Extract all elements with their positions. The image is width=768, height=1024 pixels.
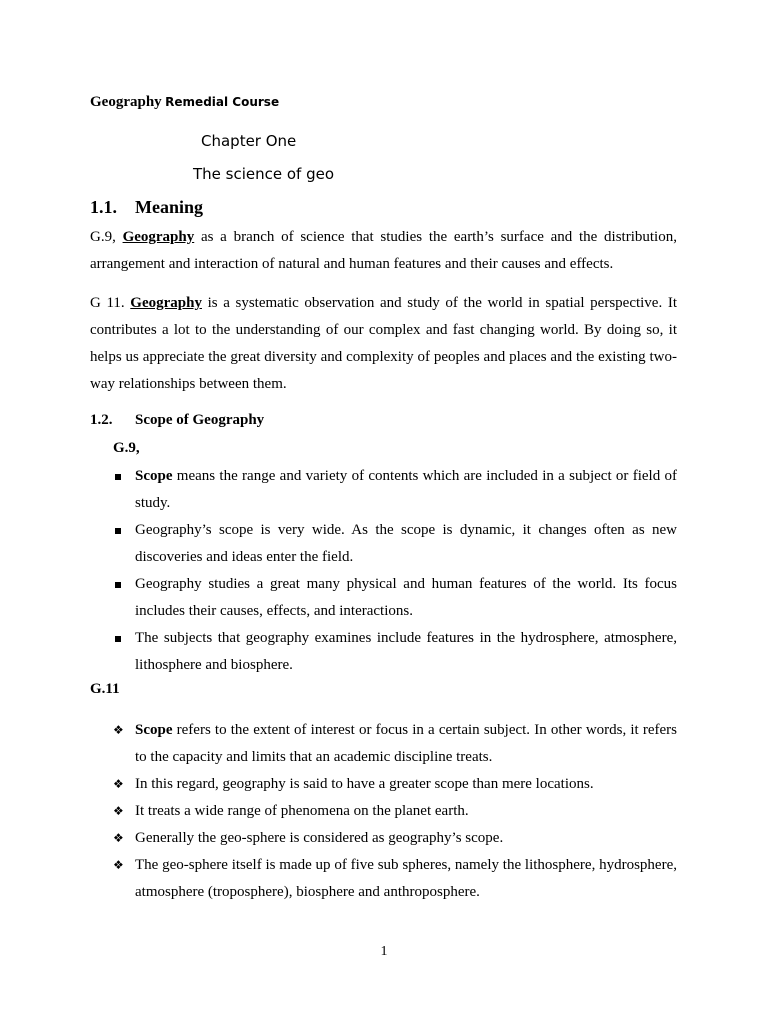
diamond-bullet-icon: ❖ xyxy=(113,831,124,845)
list-item-bold: Scope xyxy=(135,722,173,738)
list-item xyxy=(113,463,677,517)
paragraph-text: is a systematic observation and study of the world in spatial perspective. It contributes a lot to the understanding of our complex and fast changing world. By doing so, it helps us appreciate the great diversity and complexity of peoples and places and the existing two-way relationships between them. xyxy=(90,295,677,392)
diamond-bullet-icon: ❖ xyxy=(113,858,124,872)
section-heading-scope xyxy=(90,412,264,429)
course-name: Remedial Course xyxy=(165,95,280,109)
subject-name: Geography xyxy=(90,94,162,110)
list-item xyxy=(113,771,677,798)
list-item xyxy=(113,571,677,625)
chapter-title: The science of geo xyxy=(193,165,335,183)
paragraph-prefix: G 11. xyxy=(90,295,131,311)
paragraph-g9-definition xyxy=(90,224,677,278)
page-number: 1 xyxy=(380,944,388,959)
grade-label-g11: G.11 xyxy=(90,681,120,697)
list-item xyxy=(113,852,677,906)
paragraph-term: Geography xyxy=(122,229,195,245)
section-title: Scope of Geography xyxy=(135,412,265,428)
list-item xyxy=(113,825,677,852)
list-item xyxy=(113,717,677,771)
paragraph-text: as a branch of science that studies the earth’s surface and the distribution, arrangement and interaction of natural and human features and their causes and effects. xyxy=(90,229,677,272)
list-item-text: Geography studies a great many physical and human features of the world. Its focus includes their causes, effects, and interactions. xyxy=(135,576,677,619)
list-item-text: refers to the extent of interest or focus in a certain subject. In other words, it refers to the capacity and limits that an academic discipline treats. xyxy=(135,722,677,765)
list-item xyxy=(113,798,677,825)
list-item xyxy=(113,625,677,679)
list-item-text: The subjects that geography examines include features in the hydrosphere, atmosphere, lithosphere and biosphere. xyxy=(135,630,677,673)
section-number: 1.1. xyxy=(90,197,117,217)
paragraph-prefix: G.9, xyxy=(90,229,123,245)
list-item-bold: Scope xyxy=(135,468,173,484)
list-item xyxy=(113,517,677,571)
chapter-number: Chapter One xyxy=(201,132,297,150)
section-title: Meaning xyxy=(135,197,204,217)
square-bullet-icon xyxy=(113,625,127,652)
list-item-text: It treats a wide range of phenomena on the planet earth. xyxy=(135,803,469,819)
course-title xyxy=(90,94,279,111)
diamond-bullet-icon: ❖ xyxy=(113,723,124,737)
g9-scope-list xyxy=(113,463,677,679)
list-item-text: Geography’s scope is very wide. As the scope is dynamic, it changes often as new discoveries and ideas enter the field. xyxy=(135,522,677,565)
grade-label-g9: G.9, xyxy=(113,440,140,456)
list-item-text: In this regard, geography is said to have a greater scope than mere locations. xyxy=(135,776,594,792)
paragraph-g11-definition xyxy=(90,290,677,398)
diamond-bullet-icon: ❖ xyxy=(113,804,124,818)
diamond-bullet-icon: ❖ xyxy=(113,777,124,791)
section-heading-meaning xyxy=(90,197,203,218)
square-bullet-icon xyxy=(113,517,127,544)
paragraph-term: Geography xyxy=(130,295,202,311)
square-bullet-icon xyxy=(113,571,127,598)
list-item-text: Generally the geo-sphere is considered as geography’s scope. xyxy=(135,830,504,846)
g11-scope-list xyxy=(113,717,677,906)
list-item-text: means the range and variety of contents which are included in a subject or field of study. xyxy=(135,468,677,511)
list-item-text: The geo-sphere itself is made up of five sub spheres, namely the lithosphere, hydrosphere, atmosphere (troposphere), biosphere and anthroposphere. xyxy=(135,857,677,900)
square-bullet-icon xyxy=(113,463,127,490)
section-number: 1.2. xyxy=(90,412,113,428)
